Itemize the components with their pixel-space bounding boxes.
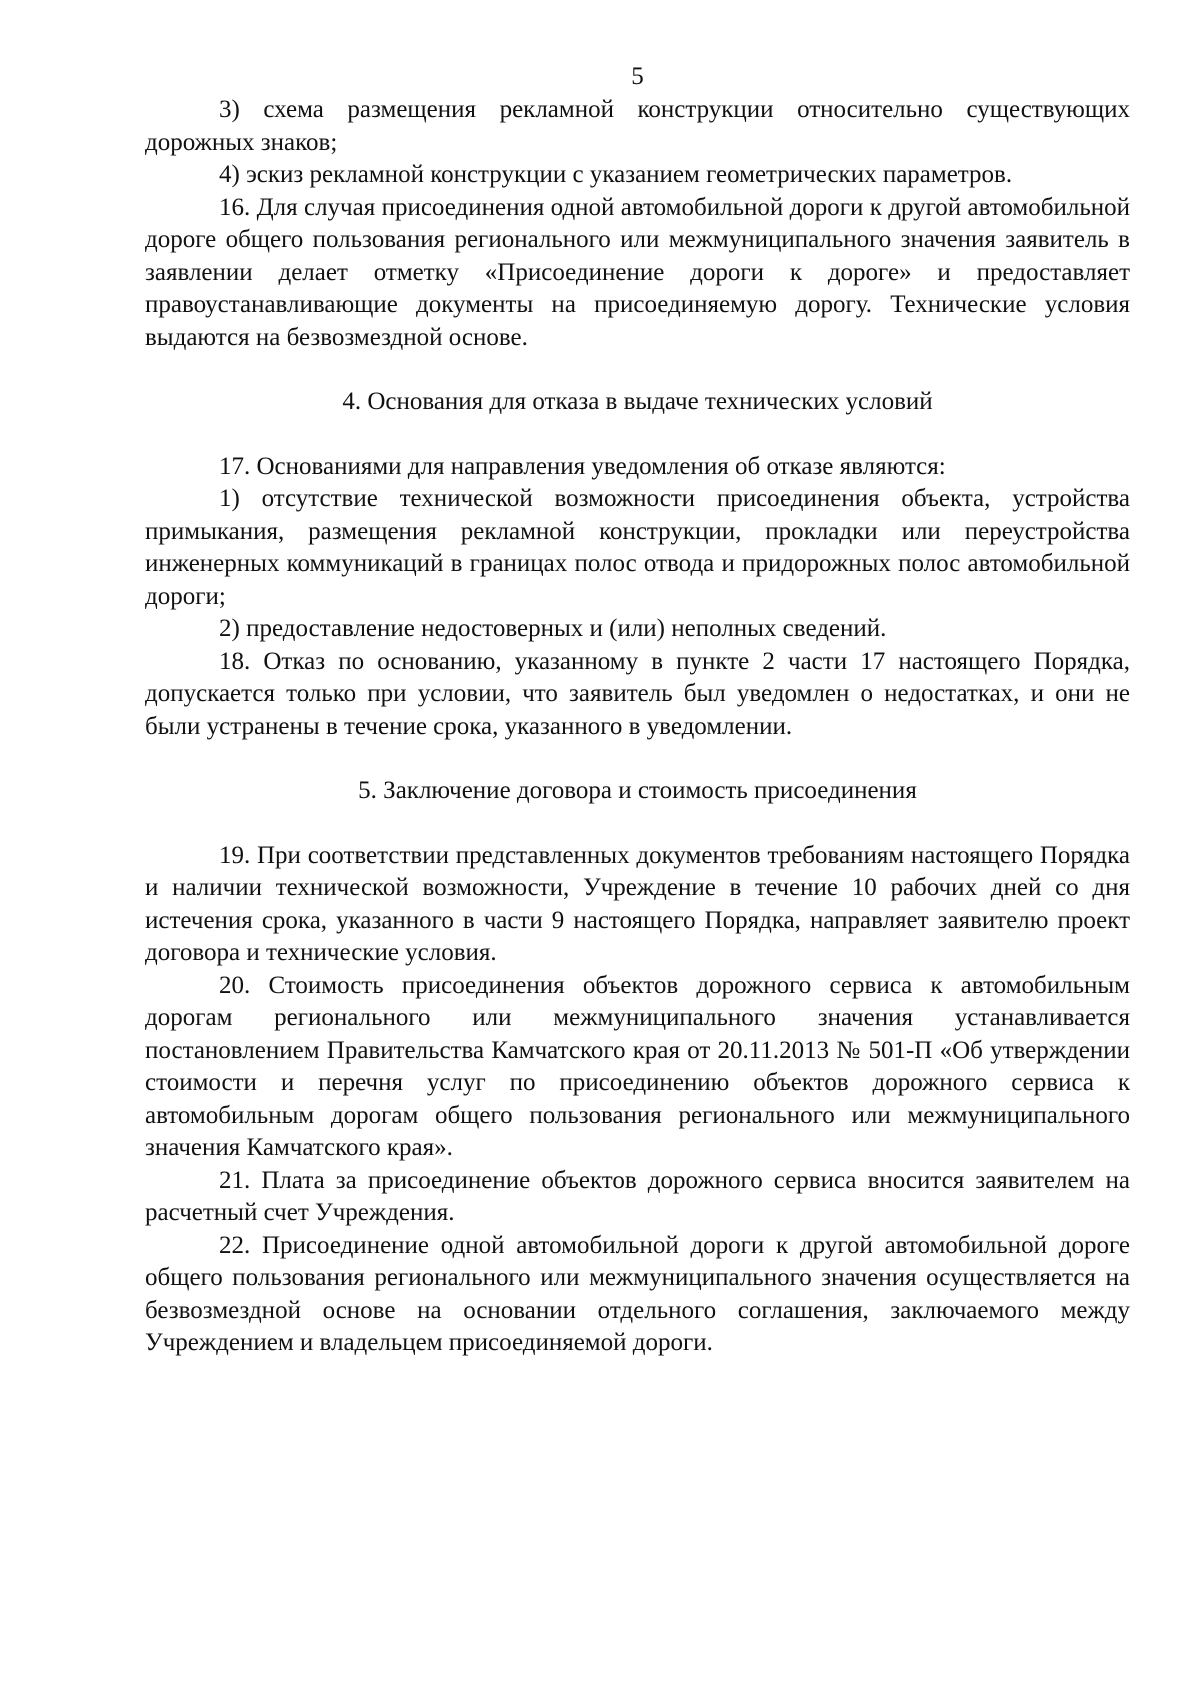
section-4-heading: 4. Основания для отказа в выдаче технических условий [342, 388, 933, 415]
paragraph-19: 19. При соответствии представленных документов требованиям настоящего Порядка и наличии технической возможности, Учреждение в течение 10 рабочих дней со дня истечения срока, указанного в части 9 настоящего Порядка, направляет заявителю проект договора и технические условия. [145, 841, 1130, 966]
page-number: 5 [631, 63, 644, 90]
paragraph-17-item-1: 1) отсутствие технической возможности присоединения объекта, устройства примыкания, размещения рекламной конструкции, прокладки или переустройства инженерных коммуникаций в границах полос отвода и придорожных полос автомобильной дороги; [145, 485, 1130, 610]
paragraph-18: 18. Отказ по основанию, указанному в пункте 2 части 17 настоящего Порядка, допускается только при условии, что заявитель был уведомлен о недостатках, и они не были устранены в течение срока, указанного в уведомлении. [145, 647, 1130, 740]
paragraph-17-item-2: 2) предоставление недостоверных и (или) неполных сведений. [219, 615, 887, 642]
section-5-heading: 5. Заключение договора и стоимость присоединения [358, 777, 917, 804]
paragraph-item-4: 4) эскиз рекламной конструкции с указанием геометрических параметров. [219, 161, 1013, 188]
paragraph-22: 22. Присоединение одной автомобильной дороги к другой автомобильной дороге общего пользования регионального или межмуниципального значения осуществляется на безвозмездной основе на основании отдельного соглашения, заключаемого между Учреждением и владельцем присоединяемой дороги. [145, 1231, 1130, 1356]
document-page [145, 60, 1130, 1360]
paragraph-20: 20. Стоимость присоединения объектов дорожного сервиса к автомобильным дорогам регионального или межмуниципального значения устанавливается постановлением Правительства Камчатского края от 20.11.2013 № 501-П «Об утверждении стоимости и перечня услуг по присоединению объектов дорожного сервиса к автомобильным дорогам общего пользования регионального или межмуниципального значения Камчатского края». [145, 971, 1130, 1161]
paragraph-16: 16. Для случая присоединения одной автомобильной дороги к другой автомобильной дороге общего пользования регионального или межмуниципального значения заявитель в заявлении делает отметку «Присоединение дороги к дороге» и предоставляет правоустанавливающие документы на присоединяемую дорогу. Технические условия выдаются на безвозмездной основе. [145, 193, 1130, 351]
paragraph-21: 21. Плата за присоединение объектов дорожного сервиса вносится заявителем на расчетный счет Учреждения. [145, 1166, 1130, 1226]
paragraph-17: 17. Основаниями для направления уведомления об отказе являются: [219, 452, 946, 480]
paragraph-item-3: 3) схема размещения рекламной конструкции относительно существующих дорожных знаков; [145, 96, 1130, 156]
